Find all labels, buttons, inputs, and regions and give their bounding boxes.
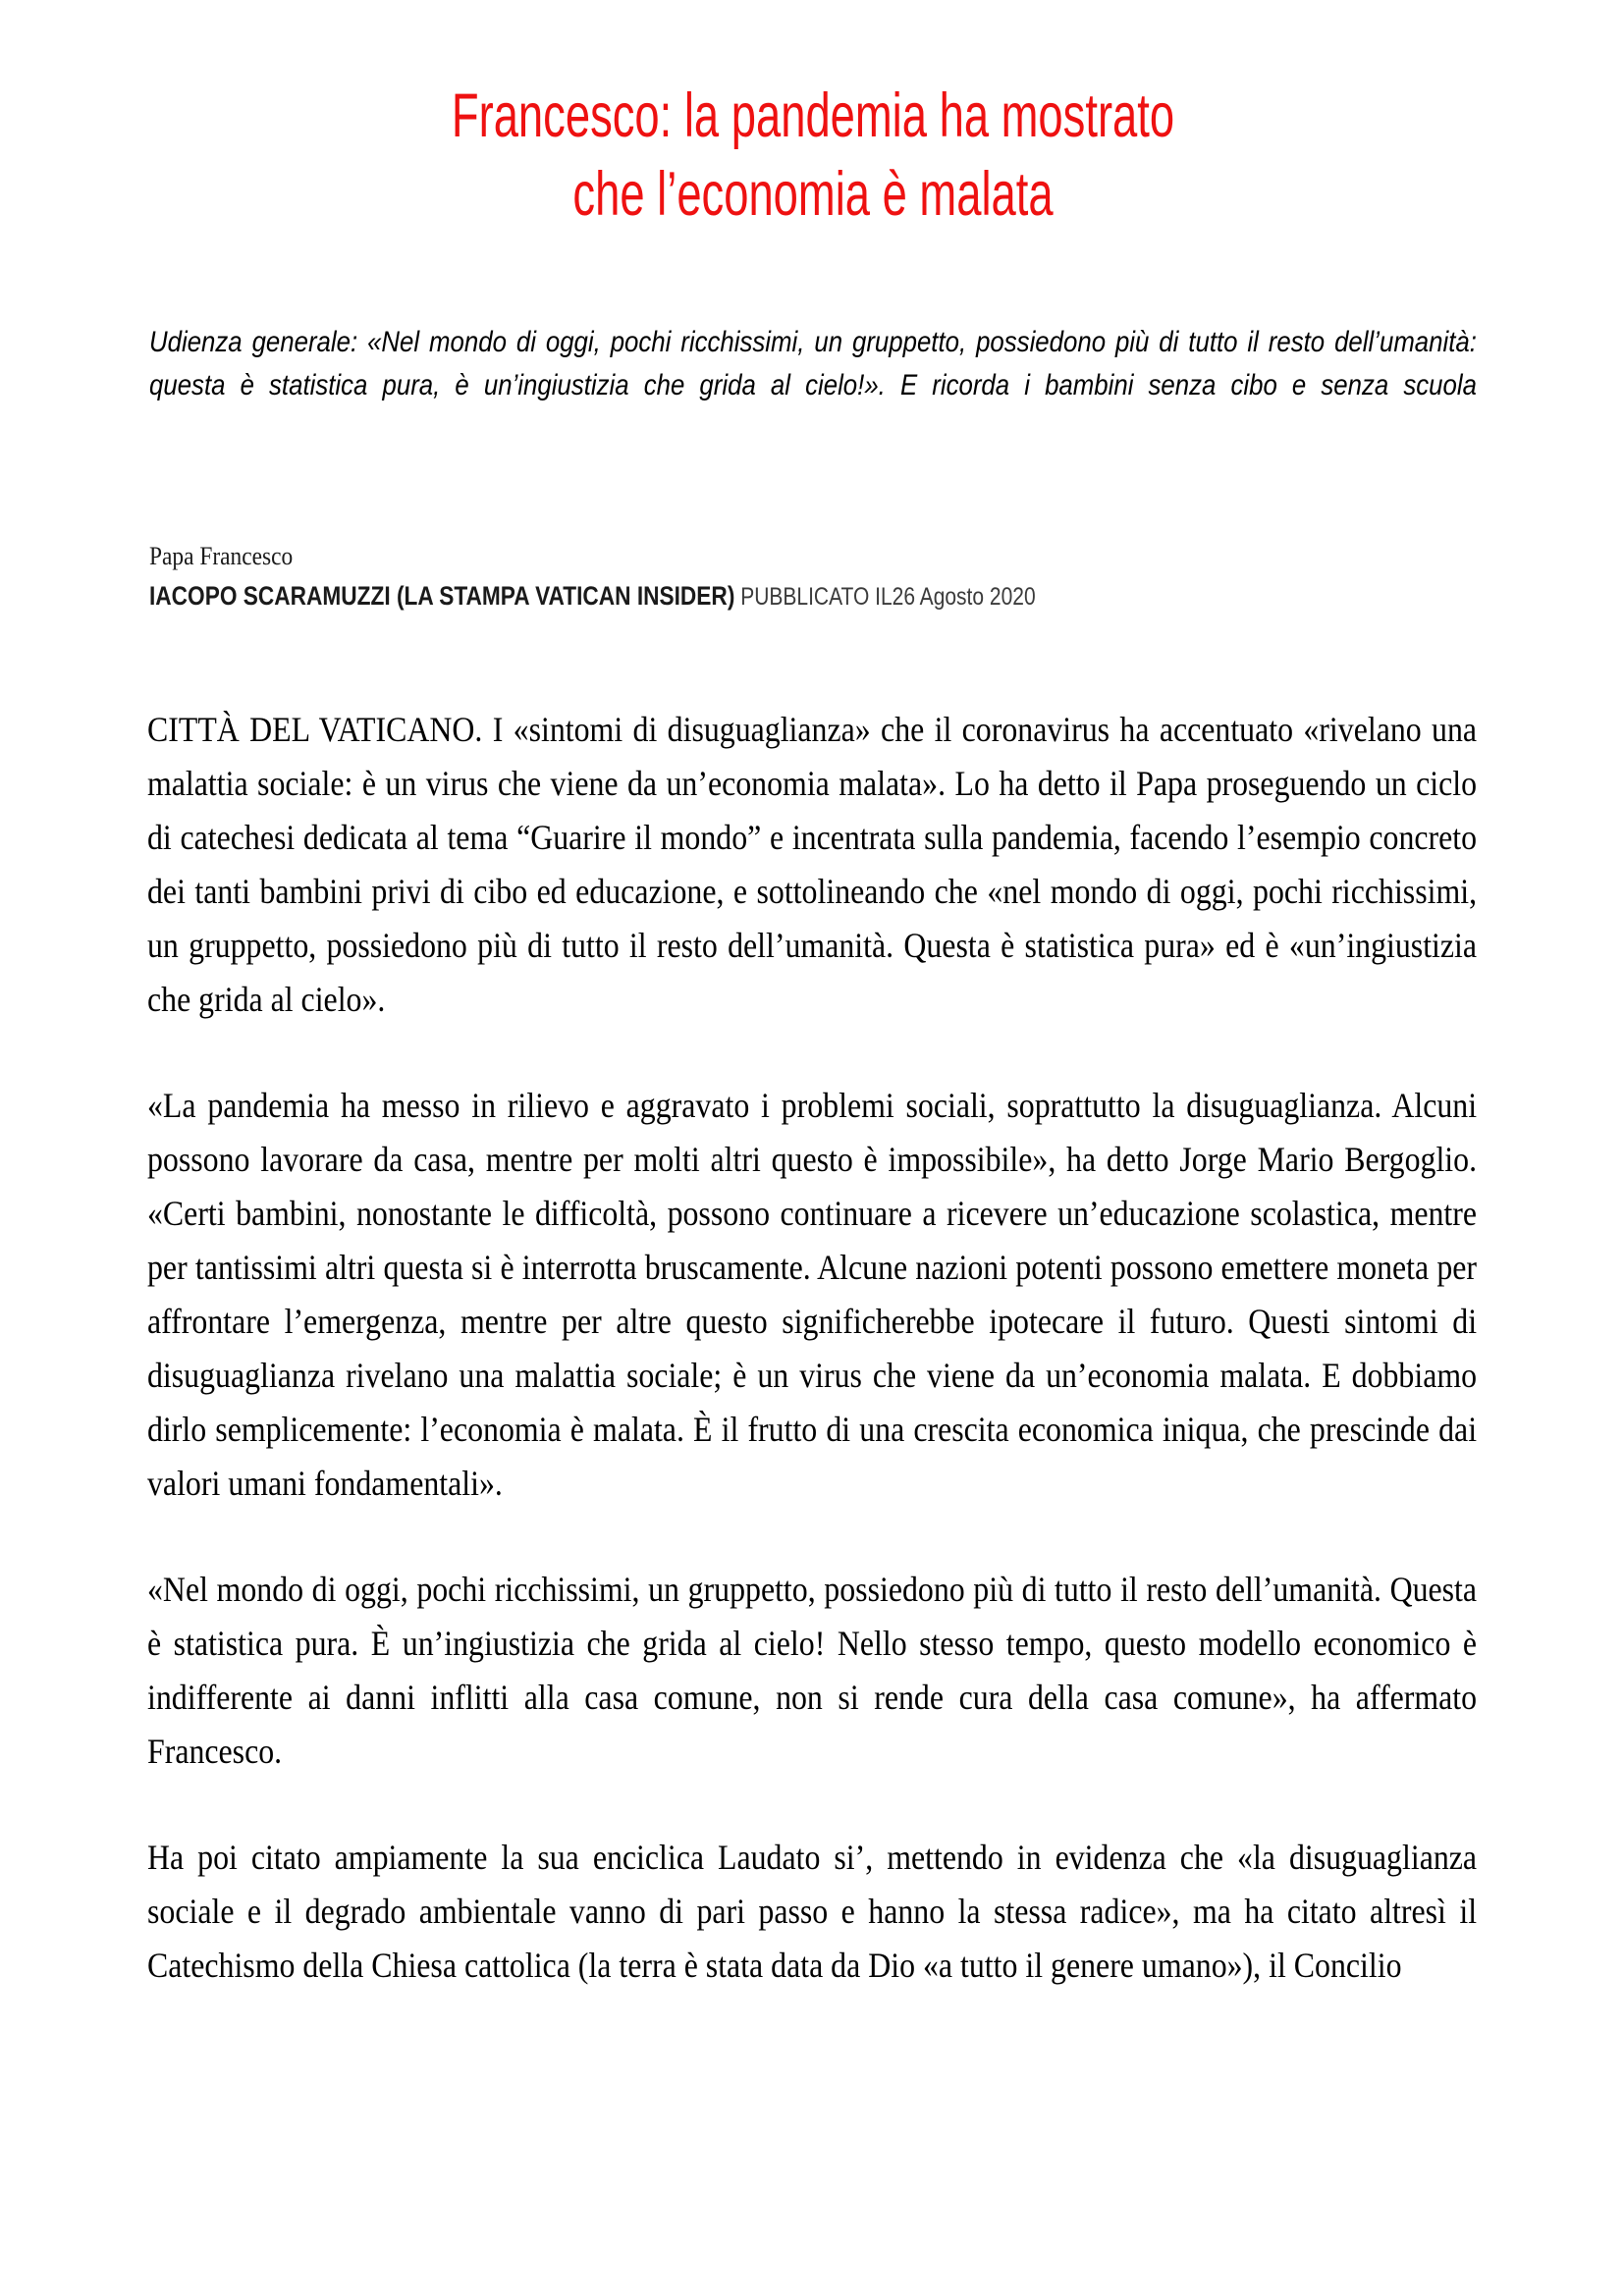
article-paragraph: «Nel mondo di oggi, pochi ricchissimi, un gruppetto, possiedono più di tutto il resto dell’umanità. Questa è statistica pura. È un’ingiustizia che grida al cielo! Nello stesso tempo, questo modello economico è indifferente ai danni inflitti alla casa comune, non si rende cura della casa comune», ha affermato Francesco.: [147, 1570, 1478, 1771]
article-subtitle: Udienza generale: «Nel mondo di oggi, pochi ricchissimi, un gruppetto, possiedono più di tutto il resto dell’umanità: questa è statistica pura, è un’ingiustizia che grida al cielo!». E ricorda i bambini senza cibo e senza scuola: [149, 326, 1477, 401]
byline-published: PUBBLICATO IL26 Agosto 2020: [734, 583, 1036, 611]
article-paragraph: CITTÀ DEL VATICANO. I «sintomi di disuguaglianza» che il coronavirus ha accentuato «rivelano una malattia sociale: è un virus che viene da un’economia malata». Lo ha detto il Papa proseguendo un ciclo di catechesi dedicata al tema “Guarire il mondo” e incentrata sulla pandemia, facendo l’esempio concreto dei tanti bambini privi di cibo ed educazione, e sottolineando che «nel mondo di oggi, pochi ricchissimi, un gruppetto, possiedono più di tutto il resto dell’umanità. Questa è statistica pura» ed è «un’ingiustizia che grida al cielo».: [147, 710, 1478, 1019]
byline: [149, 540, 1485, 614]
article-title-line-1: Francesco: la pandemia ha mostrato: [451, 81, 1175, 150]
byline-kicker: Papa Francesco: [149, 542, 294, 570]
article-paragraph: «La pandemia ha messo in rilievo e aggravato i problemi sociali, soprattutto la disuguaglianza. Alcuni possono lavorare da casa, mentre per molti altri questo è impossibile», ha detto Jorge Mario Bergoglio. «Certi bambini, nonostante le difficoltà, possono continuare a ricevere un’educazione scolastica, mentre per tantissimi altri questa si è interrotta bruscamente. Alcune nazioni potenti possono emettere moneta per affrontare l’emergenza, mentre per altre questo significherebbe ipotecare il futuro. Questi sintomi di disuguaglianza rivelano una malattia sociale; è un virus che viene da un’economia malata. E dobbiamo dirlo semplicemente: l’economia è malata. È il frutto di una crescita economica iniqua, che prescinde dai valori umani fondamentali».: [147, 1086, 1478, 1503]
article-body: [147, 703, 1477, 1993]
byline-main: [149, 579, 1271, 614]
article-paragraph: Ha poi citato ampiamente la sua enciclica Laudato si’, mettendo in evidenza che «la disuguaglianza sociale e il degrado ambientale vanno di pari passo e hanno la stessa radice», ma ha citato altresì il Catechismo della Chiesa cattolica (la terra è stata data da Dio «a tutto il genere umano»), il Concilio: [147, 1838, 1478, 1985]
byline-author: IACOPO SCARAMUZZI (LA STAMPA VATICAN INSIDER): [149, 581, 735, 611]
article-title: [145, 77, 1481, 234]
article-title-line-2: che l’economia è malata: [572, 160, 1054, 229]
